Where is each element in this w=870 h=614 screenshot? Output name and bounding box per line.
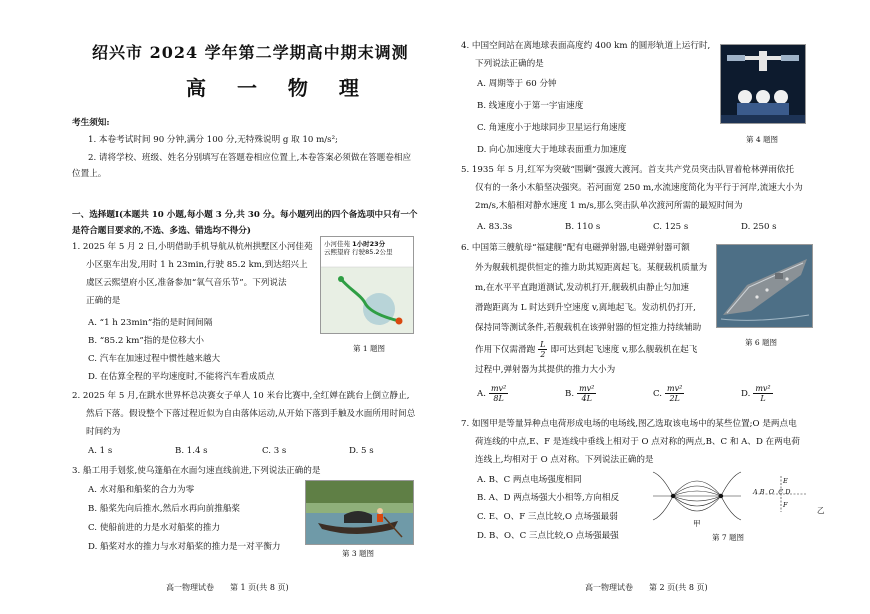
q7-line: 荷连线的中点,E、F 是连线中垂线上相对于 O 点对称的两点,B、C 和 A、D 在两电荷 xyxy=(475,437,800,447)
q5-option-b: B. 110 s xyxy=(565,222,601,232)
q6-line: 外为舰载机提供恒定的推力助其短距离起飞。某舰载机质量为 xyxy=(475,263,708,273)
fraction-denominator: 2 xyxy=(540,350,546,359)
fraction-numerator: mv² xyxy=(579,384,595,393)
point-labels-row xyxy=(753,488,790,496)
notice-item-1: 1. 本卷考试时间 90 分钟,满分 100 分,无特殊说明 g 取 10 m/s²; xyxy=(88,135,338,145)
q5-option-c: C. 125 s xyxy=(653,222,689,232)
point-O: O xyxy=(768,488,775,496)
q7-option-c: C. E、O、F 三点比较,O 点场强最弱 xyxy=(477,512,618,522)
q4-line: 下列说法正确的是 xyxy=(475,59,544,69)
q6-option-d xyxy=(741,384,776,403)
q3-boat-photo xyxy=(305,480,414,545)
q3-line: 3. 船工用手划浆,使乌篷船在水面匀速直线前进,下列说法正确的是 xyxy=(72,466,321,476)
q2-line: 然后下落。假设整个下落过程近似为自由落体运动,从开始下落到手触及水面所用时间总 xyxy=(86,409,416,419)
q4-option-b: B. 线速度小于第一宇宙速度 xyxy=(477,101,584,111)
aircraft-carrier-icon xyxy=(717,245,812,327)
nav-dest: 云熙望府 xyxy=(324,248,350,256)
q6-figure-caption: 第 6 题图 xyxy=(745,338,778,347)
q7-points-diagram xyxy=(753,474,809,518)
fraction-denominator: L xyxy=(760,394,766,403)
option-label: A. xyxy=(477,389,486,399)
boat-icon xyxy=(306,481,413,544)
q7-option-b: B. A、D 两点场强大小相等,方向相反 xyxy=(477,493,620,503)
notice-item-2a: 2. 请将学校、班级、姓名分别填写在答题卷相应位置上,本卷答案必须做在答题卷相应 xyxy=(88,153,412,163)
fraction-numerator: L xyxy=(540,340,546,349)
notice-heading: 考生须知: xyxy=(72,118,110,128)
q6-line: 6. 中国第三艘航母“福建舰”配有电磁弹射器,电磁弹射器可额 xyxy=(461,243,690,253)
q1-option-d: D. 在估算全程的平均速度时,不能将汽车看成质点 xyxy=(88,372,275,382)
q2-line: 2. 2025 年 5 月,在跳水世界杯总决赛女子单人 10 米台比赛中,全红婵在跳台上倒立静止, xyxy=(72,391,410,401)
nav-start: 小河佳苑 xyxy=(324,240,350,248)
point-positions-icon xyxy=(753,474,809,518)
q4-figure-caption: 第 4 题图 xyxy=(746,135,779,144)
q6-line: 过程中,弹射器为其提供的推力大小为 xyxy=(475,365,616,375)
nav-duration: 1小时23分 xyxy=(352,240,386,248)
q3-option-d: D. 船桨对水的推力与水对船桨的推力是一对平衡力 xyxy=(88,542,281,552)
option-label: D. xyxy=(741,389,751,399)
q1-option-c: C. 汽车在加速过程中惯性越来越大 xyxy=(88,354,221,364)
fraction-denominator: 8L xyxy=(493,394,504,403)
q6-line: m,在水平平直跑道测试,发动机打开,舰载机由静止匀加速 xyxy=(475,283,690,293)
fraction-numerator: mv² xyxy=(667,384,683,393)
fraction-numerator: mv² xyxy=(755,384,771,393)
fraction-numerator: mv² xyxy=(490,384,507,393)
q6-aircraft-carrier-photo xyxy=(716,244,813,328)
q5-option-a: A. 83.3s xyxy=(477,222,513,232)
q3-option-b: B. 船桨先向后推水,然后水再向前推船桨 xyxy=(88,504,241,514)
q2-line: 时间约为 xyxy=(86,427,121,437)
q2-option-d: D. 5 s xyxy=(349,446,374,456)
exam-page-2 xyxy=(435,0,870,614)
q6-half-L-fraction xyxy=(538,340,547,359)
q6-option-a xyxy=(477,384,511,403)
q2-option-b: B. 1.4 s xyxy=(175,446,208,456)
q5-line: 仅有的一条小木船坚决强突。若河面宽 250 m,水流速度简化为平行于河岸,流速大小为 xyxy=(475,183,803,193)
q6-line: 保持同等测试条件,若舰载机在该弹射器的恒定推力持续辅助 xyxy=(475,323,702,333)
notice-item-2b: 位置上。 xyxy=(72,169,107,179)
q1-line: 小区驱车出发,用时 1 h 23min,行驶 85.2 km,到达绍兴上 xyxy=(86,260,308,270)
q6-line-with-fraction xyxy=(475,340,697,359)
space-station-icon xyxy=(721,45,805,123)
q7-field-lines-diagram xyxy=(651,468,743,528)
point-B: B xyxy=(759,488,765,496)
q5-option-d: D. 250 s xyxy=(741,222,777,232)
q4-option-a: A. 周期等于 60 分钟 xyxy=(477,79,557,89)
section-1-heading: 一、选择题Ⅰ(本题共 10 小题,每小题 3 分,共 30 分。每小题列出的四个备选项中只有一个 xyxy=(72,210,418,220)
subject-title: 高 一 物 理 xyxy=(186,76,371,100)
section-1-heading-cont: 是符合题目要求的,不选、多选、错选均不得分) xyxy=(72,226,251,236)
q7-line: 7. 如图甲是等量异种点电荷形成电场的电场线,图乙选取该电场中的某些位置;O 是两点电 xyxy=(461,419,797,429)
q5-line: 5. 1935 年 5 月,红军为突破“围剿”强渡大渡河。首支共产党员突击队冒着枪林弹雨依托 xyxy=(461,165,794,175)
page-footer-2: 高一物理试卷 第 2 页(共 8 页) xyxy=(585,583,708,592)
q1-navigation-map-figure xyxy=(320,236,414,334)
nav-distance: 行驶85.2公里 xyxy=(352,248,393,256)
q2-option-a: A. 1 s xyxy=(88,446,113,456)
q3-option-a: A. 水对船和船桨的合力为零 xyxy=(88,485,195,495)
q6-line: 滑跑距离为 L 时达到升空速度 v,离地起飞。发动机仍打开, xyxy=(475,303,696,313)
q1-figure-caption: 第 1 题图 xyxy=(353,344,386,353)
q1-line: 1. 2025 年 5 月 2 日,小明借助手机导航从杭州拱墅区小河佳苑 xyxy=(72,242,313,252)
q3-figure-caption: 第 3 题图 xyxy=(342,549,375,558)
option-label: B. xyxy=(565,389,575,399)
q1-line: 正确的是 xyxy=(86,296,121,306)
q1-option-b: B. “85.2 km”指的是位移大小 xyxy=(88,336,204,346)
option-label: C. xyxy=(653,389,663,399)
figure-label-jia: 甲 xyxy=(693,519,701,528)
fraction-denominator: 4L xyxy=(581,394,592,403)
q6-option-c xyxy=(653,384,687,403)
fraction-denominator: 2L xyxy=(669,394,680,403)
q1-option-a: A. “1 h 23min”指的是时间间隔 xyxy=(88,318,213,328)
q7-figure-caption: 第 7 题图 xyxy=(712,533,745,542)
point-A: A xyxy=(753,488,758,496)
q4-line: 4. 中国空间站在离地球表面高度约 400 km 的圆形轨道上运行时, xyxy=(461,41,711,51)
q2-option-c: C. 3 s xyxy=(262,446,287,456)
q4-space-station-photo xyxy=(720,44,806,124)
q5-line: 2m/s,木船相对静水速度 1 m/s,那么突击队单次渡河所需的最短时间为 xyxy=(475,201,743,211)
exam-title: 绍兴市 2024 学年第二学期高中期末调测 xyxy=(92,43,409,62)
q1-line: 虞区云熙望府小区,准备参加“氧气音乐节”。下列说法 xyxy=(86,278,287,288)
q6-line6-pre: 作用下仅需滑跑 xyxy=(475,345,536,355)
point-F: F xyxy=(783,501,788,509)
q4-option-c: C. 角速度小于地球同步卫星运行角速度 xyxy=(477,123,627,133)
q7-line: 连线上,均相对于 O 点对称。下列说法正确的是 xyxy=(475,455,654,465)
q7-option-a: A. B、C 两点电场强度相同 xyxy=(477,475,582,485)
point-C: C xyxy=(778,488,784,496)
q7-option-d: D. B、O、C 三点比较,O 点场强最强 xyxy=(477,531,619,541)
page-footer-1: 高一物理试卷 第 1 页(共 8 页) xyxy=(166,583,289,592)
point-E: E xyxy=(783,477,788,485)
q4-option-d: D. 向心加速度大于地球表面重力加速度 xyxy=(477,145,627,155)
q6-line6-post: 即可达到起飞速度 v,那么舰载机在起飞 xyxy=(550,345,698,355)
figure-label-yi: 乙 xyxy=(817,506,825,515)
point-D: D xyxy=(785,488,791,496)
q6-option-b xyxy=(565,384,599,403)
q3-option-c: C. 使船前进的力是水对船桨的推力 xyxy=(88,523,221,533)
